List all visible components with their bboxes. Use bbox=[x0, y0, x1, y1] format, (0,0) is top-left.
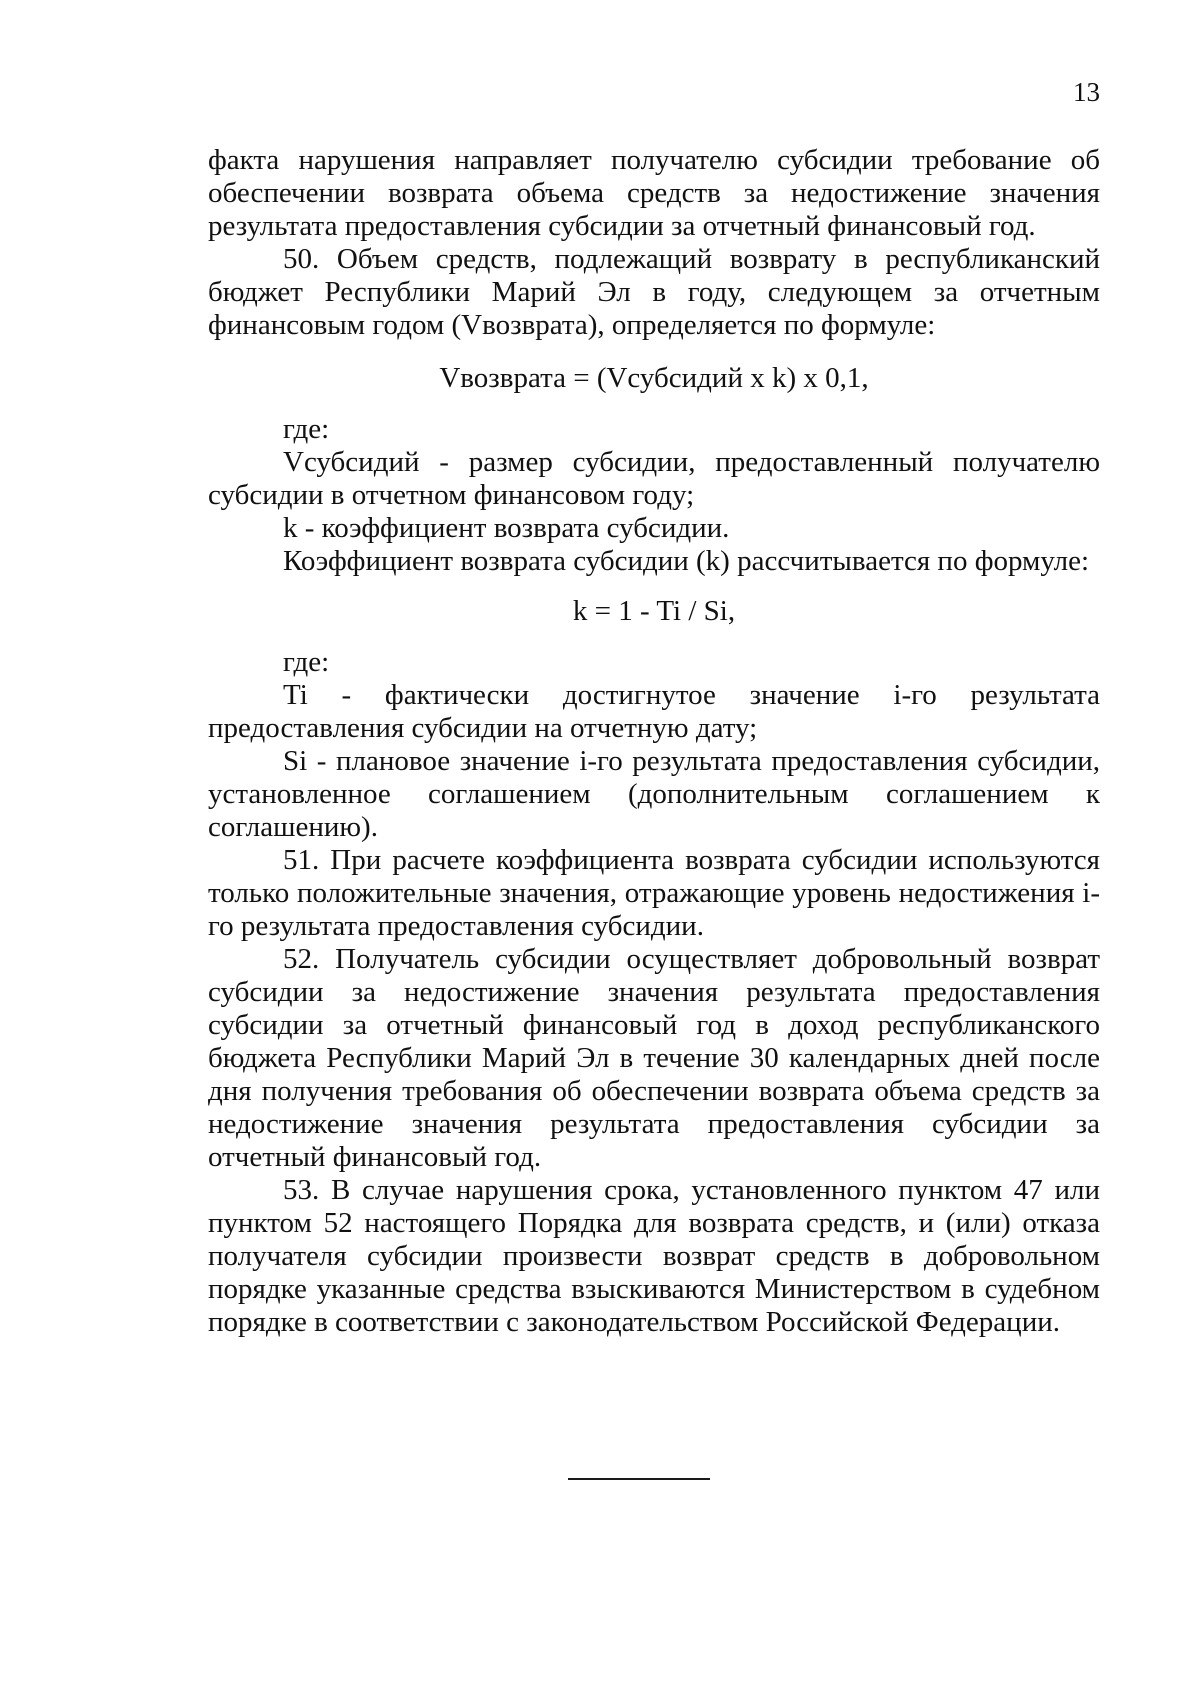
definition-ti: Ti - фактически достигнутое значение i-го результата предоставления субсидии на отчетную дату; bbox=[208, 679, 1100, 744]
coefficient-intro: Коэффициент возврата субсидии (k) рассчитывается по формуле: bbox=[283, 545, 1090, 577]
page-number: 13 bbox=[1073, 77, 1100, 107]
paragraph-53: 53. В случае нарушения срока, установленного пунктом 47 или пунктом 52 настоящего Порядка для возврата средств, и (или) отказа получателя субсидии произвести возврат средств в добровольном порядке указанные средства взыскиваются Министерством в судебном порядке в соответствии с законодательством Российской Федерации. bbox=[208, 1174, 1100, 1338]
end-of-document-rule bbox=[568, 1478, 710, 1480]
paragraph-52: 52. Получатель субсидии осуществляет добровольный возврат субсидии за недостижение значения результата предоставления субсидии за отчетный финансовый год в доход республиканского бюджета Республики Марий Эл в течение 30 календарных дней после дня получения требования об обеспечении возврата объема средств за недостижение значения результата предоставления субсидии за отчетный финансовый год. bbox=[208, 943, 1100, 1173]
document-body bbox=[208, 144, 1100, 1339]
paragraph-50: 50. Объем средств, подлежащий возврату в республиканский бюджет Республики Марий Эл в году, следующем за отчетным финансовым годом (Vвозврата), определяется по формуле: bbox=[208, 243, 1100, 341]
where-label-1: где: bbox=[283, 413, 330, 445]
where-label-2: где: bbox=[283, 646, 330, 678]
formula-coefficient: k = 1 - Ti / Si, bbox=[572, 595, 736, 627]
definition-si: Si - плановое значение i-го результата предоставления субсидии, установленное соглашением (дополнительным соглашением к соглашению). bbox=[208, 745, 1100, 843]
definition-vsubsidy: Vсубсидий - размер субсидии, предоставленный получателю субсидии в отчетном финансовом году; bbox=[208, 446, 1100, 511]
paragraph-51: 51. При расчете коэффициента возврата субсидии используются только положительные значения, отражающие уровень недостижения i-го результата предоставления субсидии. bbox=[208, 844, 1100, 942]
formula-return-volume: Vвозврата = (Vсубсидий x k) x 0,1, bbox=[439, 362, 869, 394]
definition-k: k - коэффициент возврата субсидии. bbox=[283, 512, 730, 544]
paragraph-continuation: факта нарушения направляет получателю субсидии требование об обеспечении возврата объема средств за недостижение значения результата предоставления субсидии за отчетный финансовый год. bbox=[208, 144, 1100, 242]
